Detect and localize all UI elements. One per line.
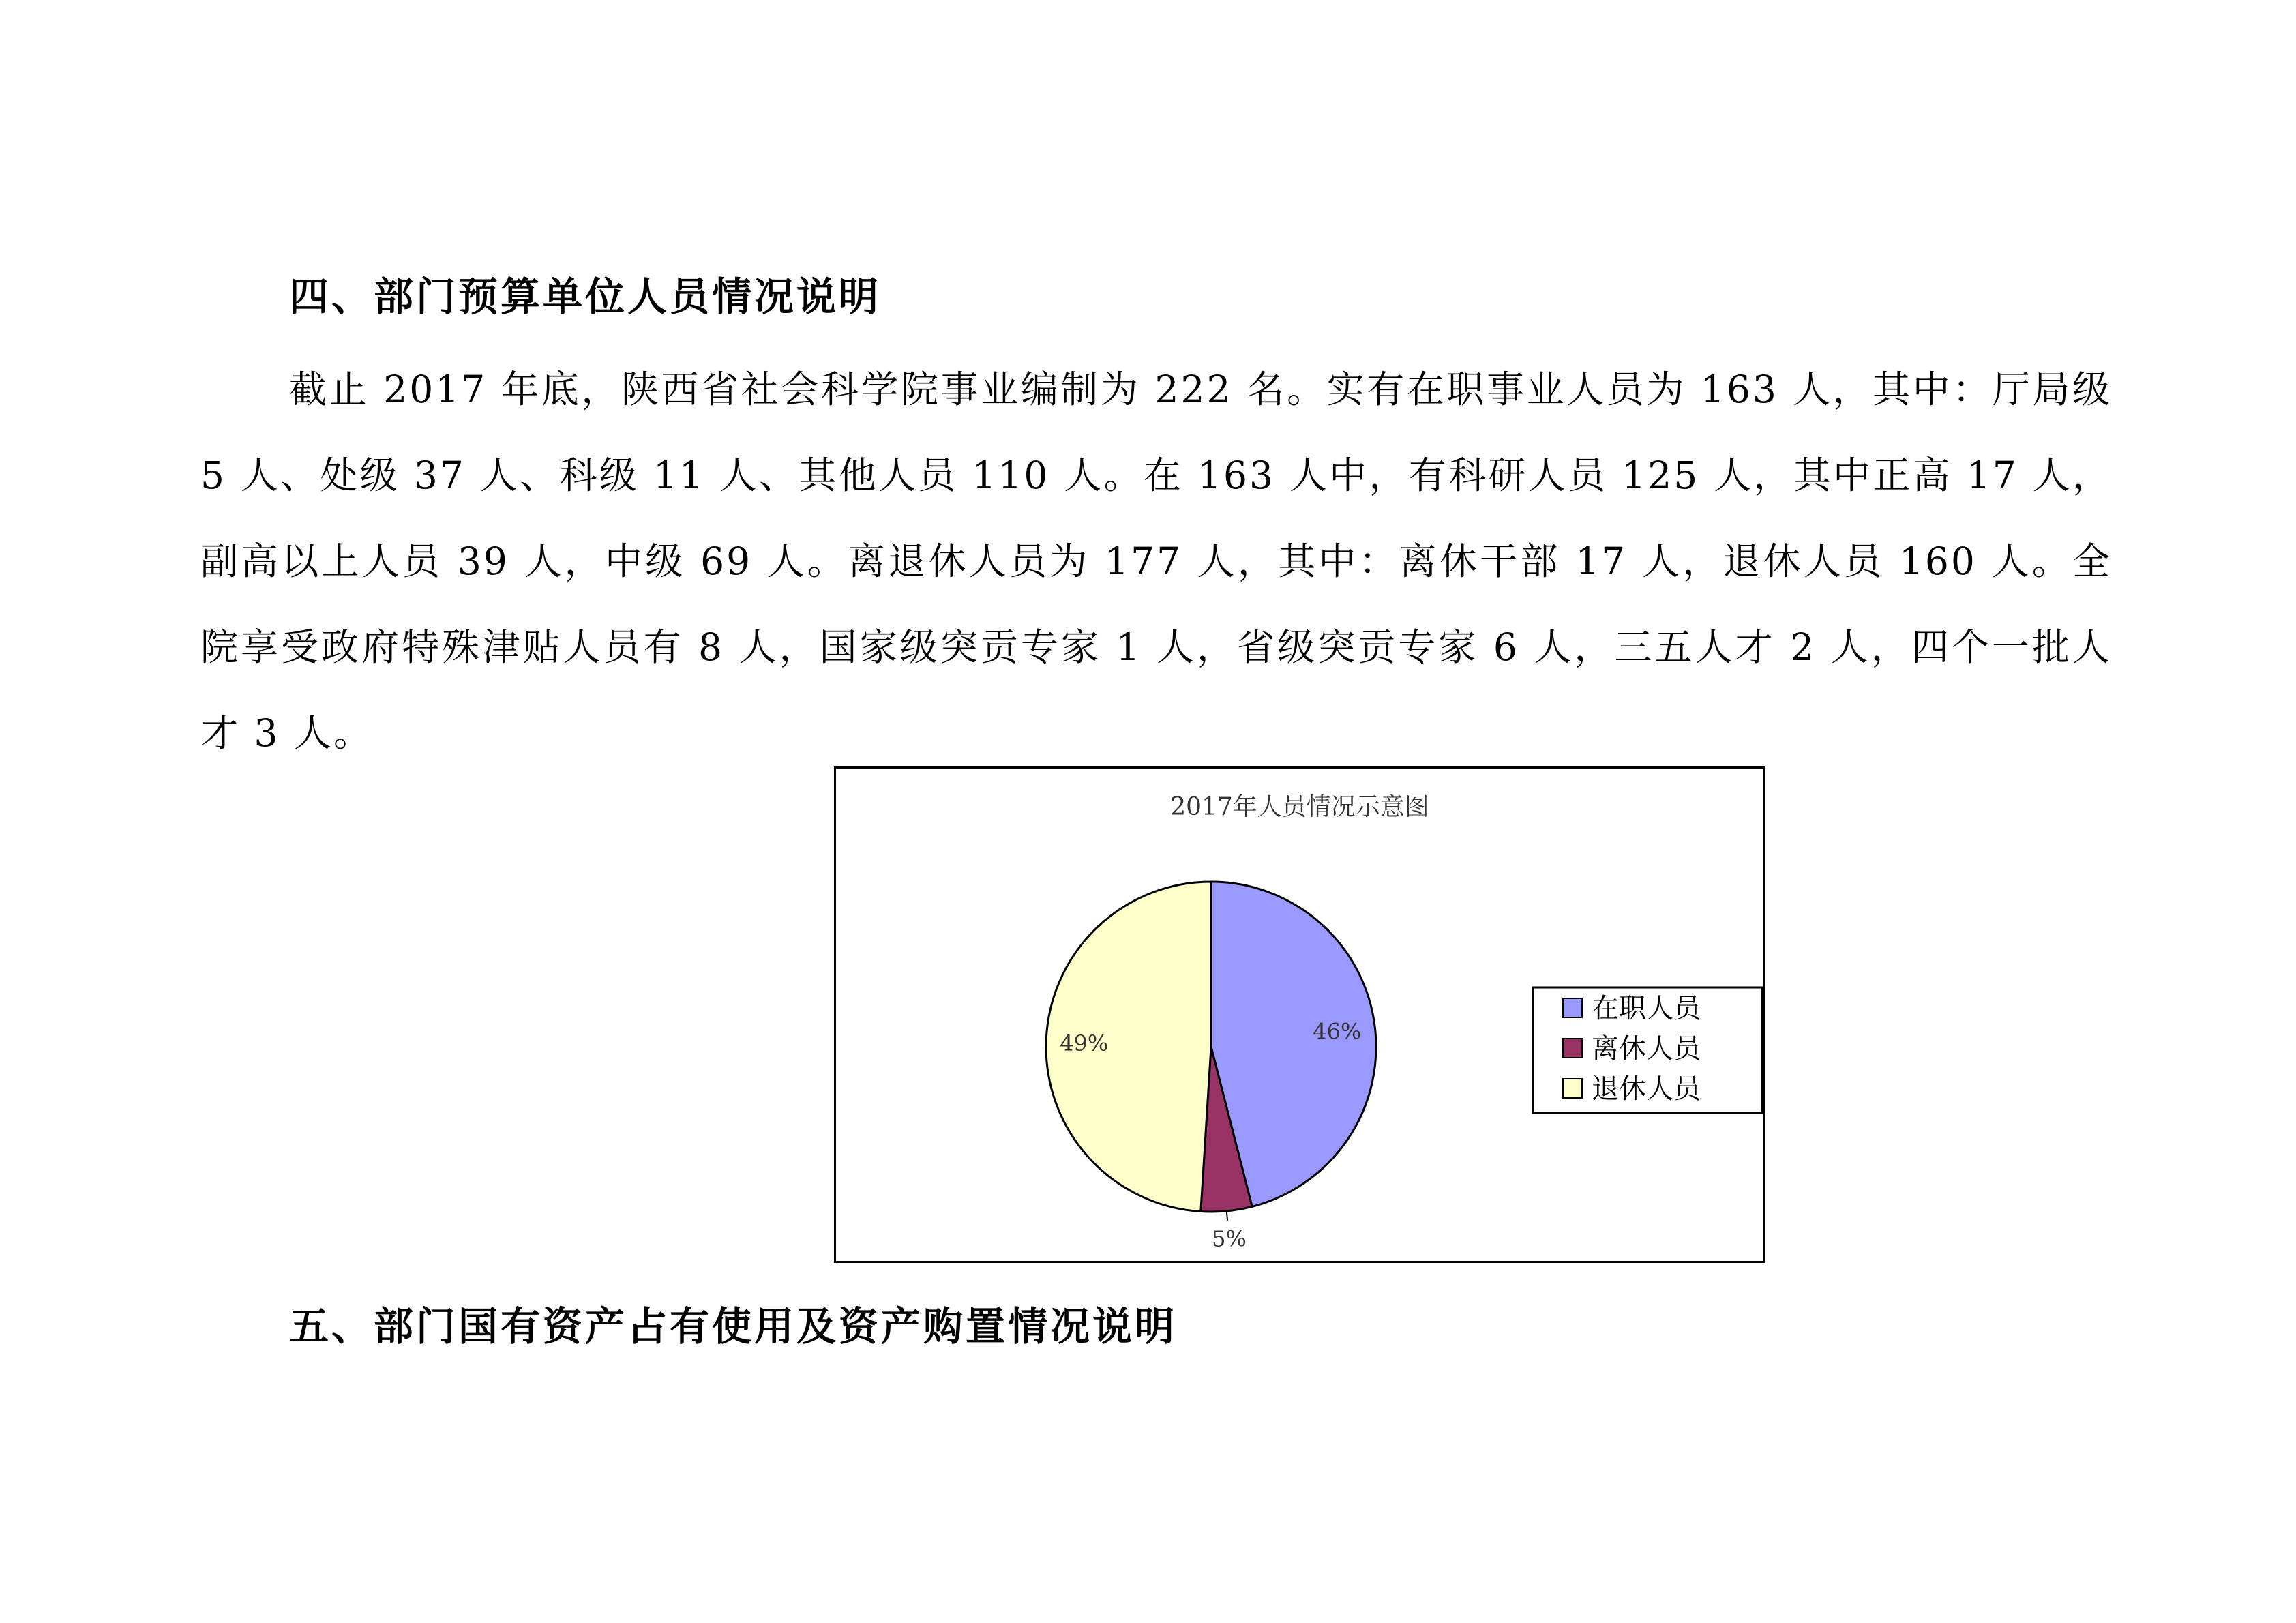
legend-label-3: 退休人员 [1592, 1073, 1701, 1105]
section-4-paragraph: 截止 2017 年底，陕西省社会科学院事业编制为 222 名。实有在职事业人员为 163 人，其中：厅局级 5 人、处级 37 人、科级 11 人、其他人员 110 人。在 163 人中，有科研人员 125 人，其中正高 17 人，副高以上人员 39 人，中级 69 人。离退休人员为 177 人，其中：离休干部 17 人，退休人员 160 人。全院享受政府特殊津贴人员有 8 人，国家级突贡专家 1 人，省级突贡专家 6 人，三五人才 2 人，四个一批人才 3 人。 [200, 368, 2112, 755]
pie-label-1: 46% [1313, 1018, 1362, 1045]
pie-label-2: 5% [1212, 1225, 1247, 1252]
legend-label-1: 在职人员 [1592, 993, 1701, 1024]
chart-title: 2017年人员情况示意图 [1170, 793, 1429, 821]
section-5-heading: 五、部门国有资产占有使用及资产购置情况说明 [289, 1303, 1178, 1350]
legend-label-2: 离休人员 [1592, 1033, 1701, 1064]
pie-label-3: 49% [1060, 1030, 1109, 1057]
pie-chart-svg [836, 769, 1763, 1261]
pie-chart [834, 766, 1765, 1263]
legend-swatch-2 [1563, 1039, 1582, 1058]
section-4-heading: 四、部门预算单位人员情况说明 [289, 273, 882, 320]
legend-swatch-3 [1563, 1079, 1582, 1098]
chart-legend [1533, 987, 1762, 1113]
legend-swatch-1 [1563, 998, 1582, 1017]
